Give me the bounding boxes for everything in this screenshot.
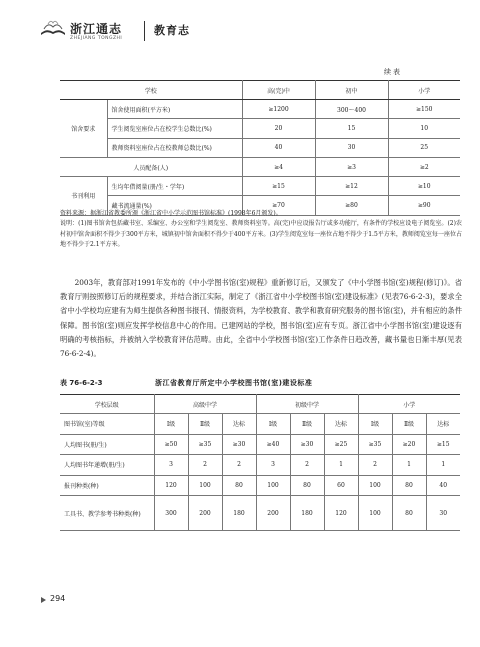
table-cell: 100 xyxy=(188,475,222,496)
row-label: 人均图书年递增(册/生) xyxy=(60,455,154,476)
grade-cell: Ⅱ级 xyxy=(392,414,426,435)
table-cell: ≥30 xyxy=(290,434,324,455)
table-row xyxy=(60,157,460,176)
table-cell: ≥12 xyxy=(315,177,388,196)
table-cell: ≥10 xyxy=(388,177,460,196)
table-cell: 200 xyxy=(188,496,222,531)
row-label: 生均年借阅量(册/生・学年) xyxy=(107,177,242,196)
table-cell: 2 xyxy=(222,455,256,476)
table-cell: 2 xyxy=(188,455,222,476)
grade-cell: Ⅱ级 xyxy=(188,414,222,435)
table-cell: 180 xyxy=(222,496,256,531)
grade-cell: 达标 xyxy=(426,414,460,435)
grade-cell: 达标 xyxy=(222,414,256,435)
header-cell: 初级中学 xyxy=(256,395,358,414)
header-cell: 小学 xyxy=(358,395,460,414)
table-cell: 15 xyxy=(315,119,388,138)
table-cell: 1 xyxy=(324,455,358,476)
table-header-row xyxy=(60,395,460,414)
table-cell: 40 xyxy=(426,475,460,496)
table-cell: 3 xyxy=(256,455,290,476)
table-cell: 60 xyxy=(324,475,358,496)
row-label: 工具书、教学参考书种类(种) xyxy=(60,496,154,531)
table-cell: 1 xyxy=(392,455,426,476)
table-cell: 30 xyxy=(426,496,460,531)
table-cell: ≥25 xyxy=(324,434,358,455)
table-header-row xyxy=(60,414,460,435)
table-row xyxy=(60,119,460,138)
table-cell: ≥4 xyxy=(242,157,315,176)
table-number: 表 76-6-2-3 xyxy=(60,379,103,387)
table-cell: 1 xyxy=(426,455,460,476)
header-cell: 学校 xyxy=(60,81,242,100)
table-cell: ≥35 xyxy=(188,434,222,455)
continuation-label: 续表 xyxy=(384,68,402,76)
header-cell: 初中 xyxy=(315,81,388,100)
explanation-note: 说明：(1)图书馆舍包括藏书室、采编室、办公室和学生阅览室、教师资料室等。高(完)中应设报告厅或多功能厅，有条件的学校应设电子阅览室。(2)农村初中馆舍面积不得少于300平方米，城镇初中馆舍面积不得少于400平方米。(3)学生阅览室每一座位占地不得少于1.5平方米，教师阅览室每一座位占地不得少于2.1平方米。 xyxy=(60,220,462,248)
table-cell: ≥15 xyxy=(242,177,315,196)
table-cell: 10 xyxy=(388,119,460,138)
table-cell: ≥2 xyxy=(388,157,460,176)
table-row xyxy=(60,434,460,455)
row-label: 学生阅览室座位占在校学生总数比(%) xyxy=(107,119,242,138)
table-cell: 100 xyxy=(256,475,290,496)
table-cell: 2 xyxy=(290,455,324,476)
table-cell: 200 xyxy=(256,496,290,531)
table-cell: ≥1200 xyxy=(242,100,315,119)
table-cell: ≥35 xyxy=(358,434,392,455)
library-standard-table xyxy=(60,80,460,216)
table-cell: 100 xyxy=(358,496,392,531)
table-cell: 20 xyxy=(242,119,315,138)
row-label: 教师资料室座位占在校教师总数比(%) xyxy=(107,138,242,157)
row-label: 报刊种类(种) xyxy=(60,475,154,496)
body-paragraph: 2003年，教育部对1991年发布的《中小学图书馆(室)规程》重新修订后，又颁发了《中小学图书馆(室)规程(修订)》。省教育厅则按照修订后的规程要求，并结合浙江实际，制定了《浙江省中小学校图书馆(室)建设标准》(见表76-6-2-3)，要求全省中小学校均应建有为师生提供各种图书报刊、情报资料，为学校教育、教学和教育研究服务的图书馆(室)，并有相应的条件保障。图书馆(室)则应发挥学校信息中心的作用。已建网站的学校，图书馆(室)应有专页。浙江省中小学图书馆(室)建设逐有明确的考核指标，并被纳入学校教育评估范畴。由此，全省中小学校图书馆(室)工作条件日趋改善，藏书量也日渐丰厚(见表76-6-2-4)。 xyxy=(60,278,462,359)
table-cell: ≥90 xyxy=(388,196,460,215)
logo-title: 浙江通志 xyxy=(70,22,123,36)
row-label: 藏书流通量(%) xyxy=(107,196,242,215)
table-cell: ≥15 xyxy=(426,434,460,455)
row-label: 人均图书(册/生) xyxy=(60,434,154,455)
source-note: 资料来源：据浙江省教委所颁《浙江省中小学示范图书馆标准》(1998年6月颁发)。 xyxy=(60,210,282,217)
table-cell: ≥70 xyxy=(242,196,315,215)
table-cell: 80 xyxy=(290,475,324,496)
section-title: 教育志 xyxy=(154,24,190,37)
header-divider xyxy=(144,21,145,41)
table-cell: 100 xyxy=(358,475,392,496)
table-header-row xyxy=(60,81,460,100)
table-cell: 300 xyxy=(154,496,188,531)
header-cell: 高(完)中 xyxy=(242,81,315,100)
table-cell: ≥50 xyxy=(154,434,188,455)
header-cell: 高级中学 xyxy=(154,395,256,414)
table-cell: ≥20 xyxy=(392,434,426,455)
grade-cell: Ⅰ级 xyxy=(358,414,392,435)
table-cell: 120 xyxy=(154,475,188,496)
group-label: 馆舍要求 xyxy=(60,100,107,158)
table-cell: 300～400 xyxy=(315,100,388,119)
table-row xyxy=(60,177,460,196)
table-cell: 3 xyxy=(154,455,188,476)
table-cell: 80 xyxy=(392,475,426,496)
construction-standard-table xyxy=(60,394,460,531)
grade-cell: Ⅰ级 xyxy=(256,414,290,435)
group-label: 书刊利用 xyxy=(60,177,107,216)
table-cell: ≥3 xyxy=(315,157,388,176)
table-cell: 40 xyxy=(242,138,315,157)
table-title: 浙江省教育厅所定中小学校图书馆(室)建设标准 xyxy=(155,379,313,387)
table-cell: 120 xyxy=(324,496,358,531)
table-cell: ≥80 xyxy=(315,196,388,215)
table-row xyxy=(60,455,460,476)
row-label: 人员配备(人) xyxy=(60,157,242,176)
page-marker-icon xyxy=(41,597,46,603)
table-row xyxy=(60,496,460,531)
table-cell: 30 xyxy=(315,138,388,157)
table-cell: 80 xyxy=(222,475,256,496)
table-row xyxy=(60,475,460,496)
table-cell: ≥150 xyxy=(388,100,460,119)
table-cell: ≥40 xyxy=(256,434,290,455)
logo-subtitle: ZHEJIANG TONGZHI xyxy=(70,36,123,41)
header-cell: 图书馆(室)等级 xyxy=(60,414,154,435)
row-label: 馆舍使用面积(平方米) xyxy=(107,100,242,119)
table-cell: 25 xyxy=(388,138,460,157)
header-cell: 学校层级 xyxy=(60,395,154,414)
table-cell: 180 xyxy=(290,496,324,531)
table-cell: ≥30 xyxy=(222,434,256,455)
table-row xyxy=(60,138,460,157)
table-cell: 2 xyxy=(358,455,392,476)
table-row xyxy=(60,100,460,119)
header-cell: 小学 xyxy=(388,81,460,100)
grade-cell: Ⅱ级 xyxy=(290,414,324,435)
page-header xyxy=(40,14,460,48)
grade-cell: 达标 xyxy=(324,414,358,435)
grade-cell: Ⅰ级 xyxy=(154,414,188,435)
book-logo-icon xyxy=(40,18,66,36)
table-cell: 80 xyxy=(392,496,426,531)
page-number: 294 xyxy=(50,594,66,603)
